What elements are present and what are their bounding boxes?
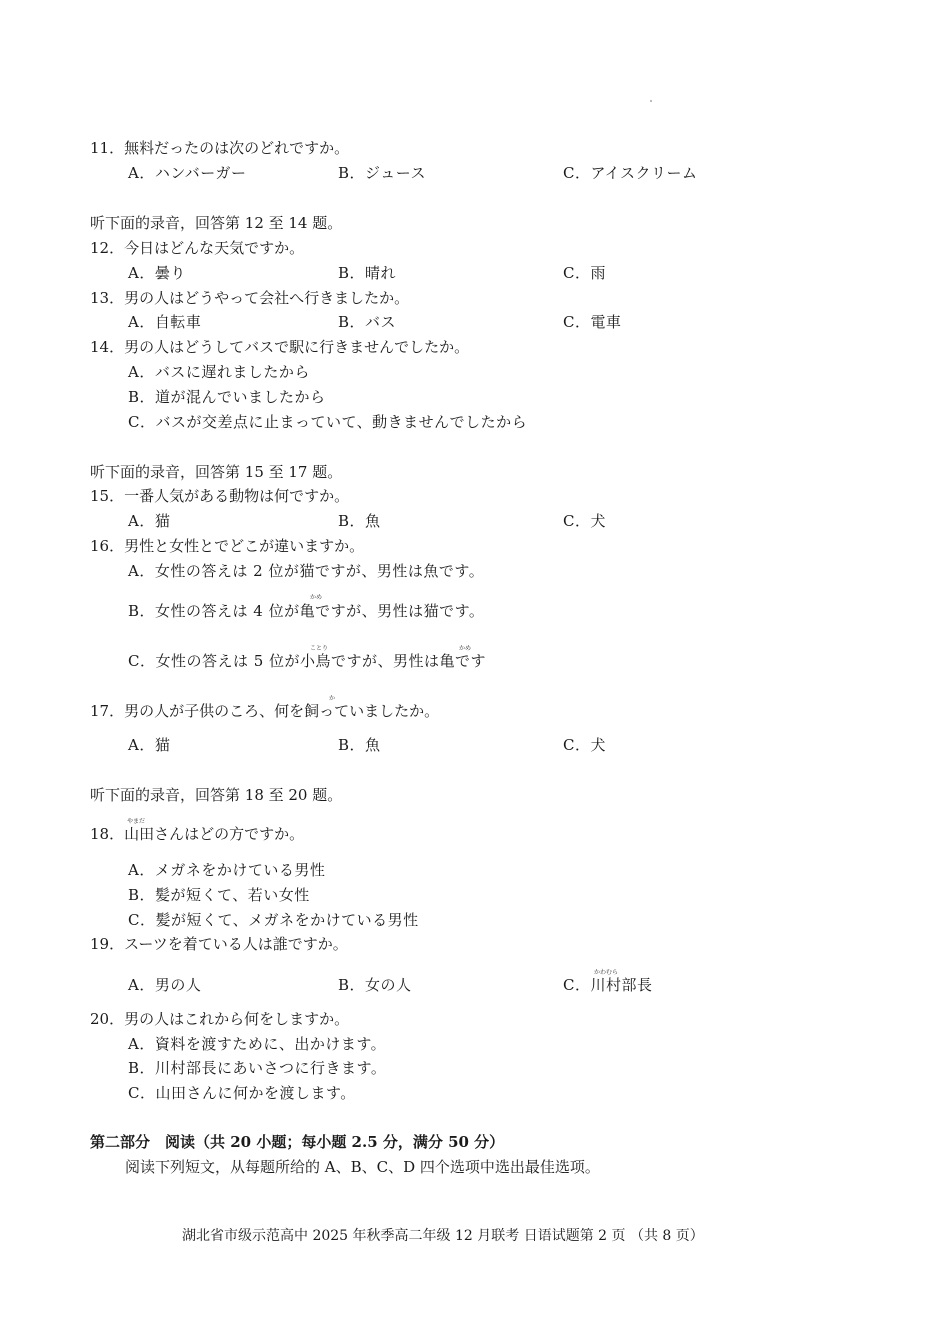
question-15-option-b: B．魚: [338, 512, 381, 530]
section-2-title: 第二部分 阅读（共 20 小题；每小题 2.5 分，满分 50 分）: [90, 1133, 505, 1151]
question-18-option-a: A．メガネをかけている男性: [128, 861, 326, 879]
question-11-stem: 11．無料だったのは次のどれですか。: [90, 139, 350, 157]
question-18-stem: 18．山田さんはどの方ですか。: [90, 825, 305, 843]
question-20-option-a: A．資料を渡すために、出かけます。: [128, 1035, 387, 1053]
question-18-option-b: B．髪が短くて、若い女性: [128, 886, 310, 904]
ruby-kawamura: かわむら: [594, 969, 619, 976]
ruby-yamada: やまだ: [127, 818, 146, 825]
question-12-option-b: B．晴れ: [338, 264, 397, 282]
question-19-stem: 19．スーツを着ている人は誰ですか。: [90, 935, 348, 953]
question-13-stem: 13．男の人はどうやって会社へ行きましたか。: [90, 289, 410, 307]
ruby-kotori: ことり: [310, 645, 329, 652]
question-13-option-b: B．バス: [338, 313, 397, 331]
question-20-option-c: C．山田さんに何かを渡します。: [128, 1084, 356, 1102]
question-13-option-a: A．自転車: [128, 313, 202, 331]
question-16-stem: 16．男性と女性とでどこが違いますか。: [90, 537, 365, 555]
scan-speck: [650, 100, 652, 102]
question-14-stem: 14．男の人はどうしてバスで駅に行きませんでしたか。: [90, 338, 470, 356]
question-12-option-c: C．雨: [563, 264, 606, 282]
question-19-option-b: B．女の人: [338, 976, 412, 994]
question-20-option-b: B．川村部長にあいさつに行きます。: [128, 1059, 387, 1077]
question-14-option-b: B．道が混んでいましたから: [128, 388, 326, 406]
question-18-option-c: C．髪が短くて、メガネをかけている男性: [128, 911, 419, 929]
question-11-option-b: B．ジュース: [338, 164, 426, 182]
question-15-option-a: A．猫: [128, 512, 171, 530]
question-11-option-a: A．ハンバーガー: [128, 164, 247, 182]
question-15-option-c: C．犬: [563, 512, 606, 530]
ruby-kame-1: かめ: [310, 594, 323, 601]
question-16-option-c: C．女性の答えは 5 位が小鳥ですが、男性は亀です: [128, 652, 487, 670]
question-11-option-c: C．アイスクリーム: [563, 164, 698, 182]
question-17-option-b: B．魚: [338, 736, 381, 754]
question-14-option-a: A．バスに遅れましたから: [128, 363, 310, 381]
question-16-option-b: B．女性の答えは 4 位が亀ですが、男性は猫です。: [128, 602, 485, 620]
question-20-stem: 20．男の人はこれから何をしますか。: [90, 1010, 350, 1028]
question-19-option-a: A．男の人: [128, 976, 202, 994]
question-17-stem: 17．男の人が子供のころ、何を飼っていましたか。: [90, 702, 440, 720]
question-15-stem: 15．一番人気がある動物は何ですか。: [90, 487, 350, 505]
section-2-instruction: 阅读下列短文，从每题所给的 A、B、C、D 四个选项中选出最佳选项。: [125, 1158, 600, 1176]
page-footer: 湖北省市级示范高中 2025 年秋季高二年级 12 月联考 日语试题第 2 页 （共 8 页）: [182, 1228, 704, 1244]
question-17-option-c: C．犬: [563, 736, 606, 754]
listening-instruction-18-20: 听下面的录音，回答第 18 至 20 题。: [90, 786, 343, 804]
listening-instruction-12-14: 听下面的录音，回答第 12 至 14 题。: [90, 214, 343, 232]
question-13-option-c: C．電車: [563, 313, 622, 331]
question-19-option-c: C．川村部長: [563, 976, 653, 994]
ruby-kame-2: かめ: [459, 645, 472, 652]
ruby-ka: か: [329, 695, 336, 702]
question-14-option-c: C．バスが交差点に止まっていて、動きませんでしたから: [128, 413, 528, 431]
question-12-option-a: A．曇り: [128, 264, 186, 282]
listening-instruction-15-17: 听下面的录音，回答第 15 至 17 题。: [90, 463, 343, 481]
question-17-option-a: A．猫: [128, 736, 171, 754]
question-16-option-a: A．女性の答えは 2 位が猫ですが、男性は魚です。: [128, 562, 485, 580]
question-12-stem: 12．今日はどんな天気ですか。: [90, 239, 305, 257]
